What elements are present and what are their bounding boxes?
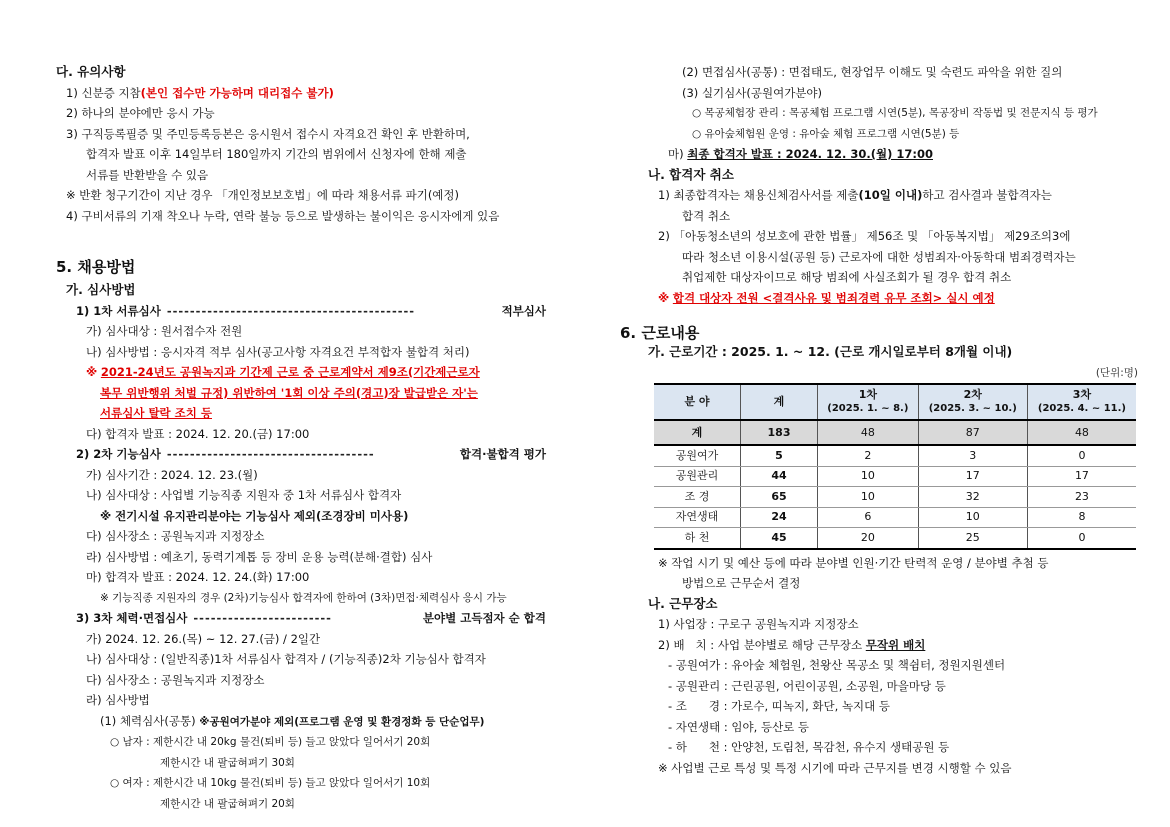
section5-heading: 5. 채용방법 <box>56 258 136 276</box>
table-row <box>654 487 1136 508</box>
cancel-warning-text: 합격 대상자 전원 <결격사유 및 범죄경력 유무 조회> 실시 예정 <box>672 290 995 305</box>
stage3-item-method: 라) 심사방법 <box>86 693 150 707</box>
stage2-item-period: 가) 심사기간 : 2024. 12. 23.(월) <box>86 467 258 482</box>
workplace-item-2 <box>638 635 1138 656</box>
work-period: 가. 근로기간 : 2025. 1. ~ 12. (근로 개시일로부터 8개월 이내) <box>648 344 1013 359</box>
stage1-warning-line-3: 서류심사 탈락 조치 등 <box>100 406 212 420</box>
stage1-title: 1) 1차 서류심사 <box>76 303 161 318</box>
final-announce-prefix: 마) <box>668 147 684 161</box>
unit-label: (단위:명) <box>1095 366 1138 379</box>
total-label: 계 <box>654 420 741 445</box>
physical-male-1: ○ 남자 : 제한시간 내 20kg 물건(퇴비 등) 들고 앉았다 일어서기 20회 <box>110 736 431 748</box>
physical-test-exception: ※공원여가분야 제외(프로그램 운영 및 환경정화 등 단순업무) <box>199 715 485 728</box>
stage2-item-target: 나) 심사대상 : 사업별 기능직종 지원자 중 1차 서류심사 합격자 <box>86 488 402 502</box>
stage2-item-method: 라) 심사방법 : 예초기, 동력기계톱 등 장비 운용 능력(분해·결합) 심사 <box>86 549 433 564</box>
cancel-item-2: 2) 「아동청소년의 성보호에 관한 법률」 제56조 및 「아동복지법」 제29조의3에 <box>658 229 1071 243</box>
section5-sub-heading: 가. 심사방법 <box>66 282 136 297</box>
row-phase1: 10 <box>818 466 919 487</box>
row-phase2: 17 <box>918 466 1027 487</box>
cancel-item-1-a: 1) 최종합격자는 채용신체검사서를 제출 <box>658 188 859 202</box>
row-phase1: 6 <box>818 507 919 528</box>
row-sum: 5 <box>741 445 818 466</box>
total-phase1: 48 <box>818 420 919 445</box>
table-note-2: 방법으로 근무순서 결정 <box>682 576 801 590</box>
row-phase1: 10 <box>818 487 919 508</box>
row-sum: 24 <box>741 507 818 528</box>
col-header-phase3: 3차 (2025. 4. ~ 11.) <box>1027 384 1136 420</box>
stage3-type: 분야별 고득점자 순 합격 <box>422 611 546 625</box>
workplace-heading: 나. 근무장소 <box>648 595 718 611</box>
reference-mark: ※ <box>658 290 670 305</box>
row-sum: 45 <box>741 528 818 549</box>
stage1-warning-line-1: 2021-24년도 공원녹지과 기간제 근로 중 근로계약서 제9조(기간제근로자 <box>100 365 480 379</box>
stage3-item-period: 가) 2024. 12. 26.(목) ~ 12. 27.(금) / 2일간 <box>86 631 321 646</box>
table-row <box>654 528 1136 549</box>
stage1-warning <box>56 362 546 383</box>
col-header-phase2: 2차 (2025. 3. ~ 10.) <box>918 384 1027 420</box>
row-field: 공원여가 <box>654 445 741 466</box>
notice-item-3-cont2: 서류를 반환받을 수 있음 <box>86 167 209 182</box>
stage2-leader-dots: ------------------------------------ <box>166 447 375 461</box>
stage3-item-target: 나) 심사대상 : (일반직종)1차 서류심사 합격자 / (기능직종)2차 기능심사 합격자 <box>86 652 486 666</box>
stage1-warning-line-2: 복무 위반행위 처벌 규정) 위반하여 '1회 이상 주의(경고)장 발급받은 자'는 <box>100 385 478 400</box>
workplace-list-item: - 공원여가 : 유아숲 체험원, 천왕산 목공소 및 책쉼터, 정원지원센터 <box>668 658 1006 672</box>
physical-female-1: ○ 여자 : 제한시간 내 10kg 물건(퇴비 등) 들고 앉았다 일어서기 10회 <box>110 777 431 789</box>
stage1-announce: 다) 합격자 발표 : 2024. 12. 20.(금) 17:00 <box>86 426 310 441</box>
reference-mark: ※ <box>86 365 98 379</box>
staffing-table <box>654 383 1136 550</box>
stage2-note: ※ 기능직종 지원자의 경우 (2차)기능심사 합격자에 한하여 (3차)면접·체력심사 응시 가능 <box>100 591 507 604</box>
stage1-title-row <box>56 301 546 322</box>
stage1-type: 적부심사 <box>501 303 546 318</box>
workplace-random-assignment: 무작위 배치 <box>865 637 926 652</box>
cancel-item-1-deadline: (10일 이내) <box>858 188 923 202</box>
stage2-type: 합격·불합격 평가 <box>459 447 546 461</box>
row-phase1: 2 <box>818 445 919 466</box>
notice-heading: 다. 유의사항 <box>56 64 126 79</box>
cancel-item-2-cont: 따라 청소년 이용시설(공원 등) 근로자에 대한 성범죄자·아동학대 범죄경력자는 <box>682 249 1076 264</box>
table-row <box>654 466 1136 487</box>
cancel-warning <box>638 288 1138 309</box>
stage1-item-target: 가) 심사대상 : 원서접수자 전원 <box>86 324 243 338</box>
row-field: 공원관리 <box>654 466 741 487</box>
workplace-item-1: 1) 사업장 : 구로구 공원녹지과 지정장소 <box>658 617 859 631</box>
left-column <box>56 62 546 814</box>
physical-test-title <box>56 711 546 733</box>
stage2-title-row <box>56 444 546 465</box>
total-phase2: 87 <box>918 420 1027 445</box>
stage1-item-method: 나) 심사방법 : 응시자격 적부 심사(공고사항 자격요건 부적합자 불합격 처리) <box>86 344 470 359</box>
cancel-heading: 나. 합격자 취소 <box>648 166 734 182</box>
table-row <box>654 445 1136 466</box>
row-field: 자연생태 <box>654 507 741 528</box>
notice-item-1 <box>56 83 546 104</box>
row-phase3: 0 <box>1027 445 1136 466</box>
col-header-total: 계 <box>741 384 818 420</box>
row-phase2: 25 <box>918 528 1027 549</box>
notice-item-3-cont: 합격자 발표 이후 14일부터 180일까지 기간의 범위에서 신청자에 한해 제출 <box>86 147 467 161</box>
row-phase2: 32 <box>918 487 1027 508</box>
col-header-field: 분 야 <box>654 384 741 420</box>
workplace-item-2-text: 2) 배 치 : 사업 분야별로 해당 근무장소 <box>658 637 863 652</box>
col-header-phase1: 1차 (2025. 1. ~ 8.) <box>818 384 919 420</box>
stage3-item-place: 다) 심사장소 : 공원녹지과 지정장소 <box>86 672 265 687</box>
workplace-list-item: - 자연생태 : 임야, 등산로 등 <box>668 719 810 734</box>
row-field: 조 경 <box>654 487 741 508</box>
workplace-list-item: - 조 경 : 가로수, 띠녹지, 화단, 녹지대 등 <box>668 699 891 713</box>
cancel-item-2-cont2: 취업제한 대상자이므로 해당 범죄에 사실조회가 될 경우 합격 취소 <box>682 270 1012 284</box>
workplace-list-item: - 하 천 : 안양천, 도림천, 목감천, 유수지 생태공원 등 <box>668 740 950 754</box>
cancel-item-1-b: 하고 검사결과 불합격자는 <box>922 188 1052 202</box>
notice-item-1-warning: (본인 접수만 가능하며 대리접수 불가) <box>140 85 334 100</box>
total-sum: 183 <box>741 420 818 445</box>
stage2-title: 2) 2차 기능심사 <box>76 447 161 461</box>
row-phase3: 0 <box>1027 528 1136 549</box>
row-phase2: 10 <box>918 507 1027 528</box>
row-phase1: 20 <box>818 528 919 549</box>
row-phase3: 17 <box>1027 466 1136 487</box>
notice-item-3: 3) 구직등록필증 및 주민등록등본은 응시원서 접수시 자격요건 확인 후 반환하며, <box>66 126 470 141</box>
table-row <box>654 507 1136 528</box>
notice-return-note: ※ 반환 청구기간이 지난 경우 「개인정보보호법」에 따라 채용서류 파기(예정) <box>66 188 460 202</box>
workplace-note: ※ 사업별 근로 특성 및 특정 시기에 따라 근무지를 변경 시행할 수 있음 <box>658 760 1012 775</box>
cancel-item-1 <box>638 185 1138 206</box>
table-note-1: ※ 작업 시기 및 예산 등에 따라 분야별 인원·기간 탄력적 운영 / 분야별 추첨 등 <box>658 555 1049 570</box>
section6-heading: 6. 근로내용 <box>620 324 700 342</box>
practical-item-2: ○ 유아숲체험원 운영 : 유아숲 체험 프로그램 시연(5분) 등 <box>692 127 960 140</box>
physical-male-2: 제한시간 내 팔굽혀펴기 30회 <box>160 756 295 769</box>
practical-test-title: (3) 실기심사(공원여가분야) <box>682 85 823 100</box>
stage2-item-announce: 마) 합격자 발표 : 2024. 12. 24.(화) 17:00 <box>86 570 310 584</box>
row-phase3: 8 <box>1027 507 1136 528</box>
cancel-item-1-cont: 합격 취소 <box>682 208 731 223</box>
row-sum: 44 <box>741 466 818 487</box>
notice-item-4: 4) 구비서류의 기재 착오나 누락, 연락 불능 등으로 발생하는 불이익은 응시자에게 있음 <box>66 208 500 223</box>
table-total-row <box>654 420 1136 445</box>
physical-female-2: 제한시간 내 팔굽혀펴기 20회 <box>160 797 295 810</box>
physical-test-label: (1) 체력심사(공통) <box>100 713 196 728</box>
row-sum: 65 <box>741 487 818 508</box>
notice-item-2: 2) 하나의 분야에만 응시 가능 <box>66 106 215 120</box>
stage3-title-row <box>56 608 546 629</box>
practical-item-1: ○ 목공체험장 관리 : 목공체험 프로그램 시연(5분), 목공장비 작동법 및 전문지식 등 평가 <box>692 107 1098 119</box>
notice-item-1-text: 1) 신분증 지참 <box>66 85 141 100</box>
stage2-bold-note: ※ 전기시설 유지관리분야는 기능심사 제외(조경장비 미사용) <box>100 508 409 523</box>
row-field: 하 천 <box>654 528 741 549</box>
stage2-item-place: 다) 심사장소 : 공원녹지과 지정장소 <box>86 529 265 543</box>
stage3-leader-dots: ------------------------ <box>193 611 332 625</box>
total-phase3: 48 <box>1027 420 1136 445</box>
workplace-list-item: - 공원관리 : 근린공원, 어린이공원, 소공원, 마을마당 등 <box>668 678 946 693</box>
final-announce <box>638 144 1138 165</box>
row-phase2: 3 <box>918 445 1027 466</box>
right-column <box>620 62 1138 778</box>
stage1-leader-dots: ------------------------------------------- <box>166 303 416 318</box>
row-phase3: 23 <box>1027 487 1136 508</box>
final-announce-text: 최종 합격자 발표 : 2024. 12. 30.(월) 17:00 <box>687 147 933 161</box>
stage3-title: 3) 3차 체력·면접심사 <box>76 611 188 625</box>
table-header-row <box>654 384 1136 420</box>
interview-test: (2) 면접심사(공통) : 면접태도, 현장업무 이해도 및 숙련도 파악을 위한 질의 <box>682 65 1063 79</box>
